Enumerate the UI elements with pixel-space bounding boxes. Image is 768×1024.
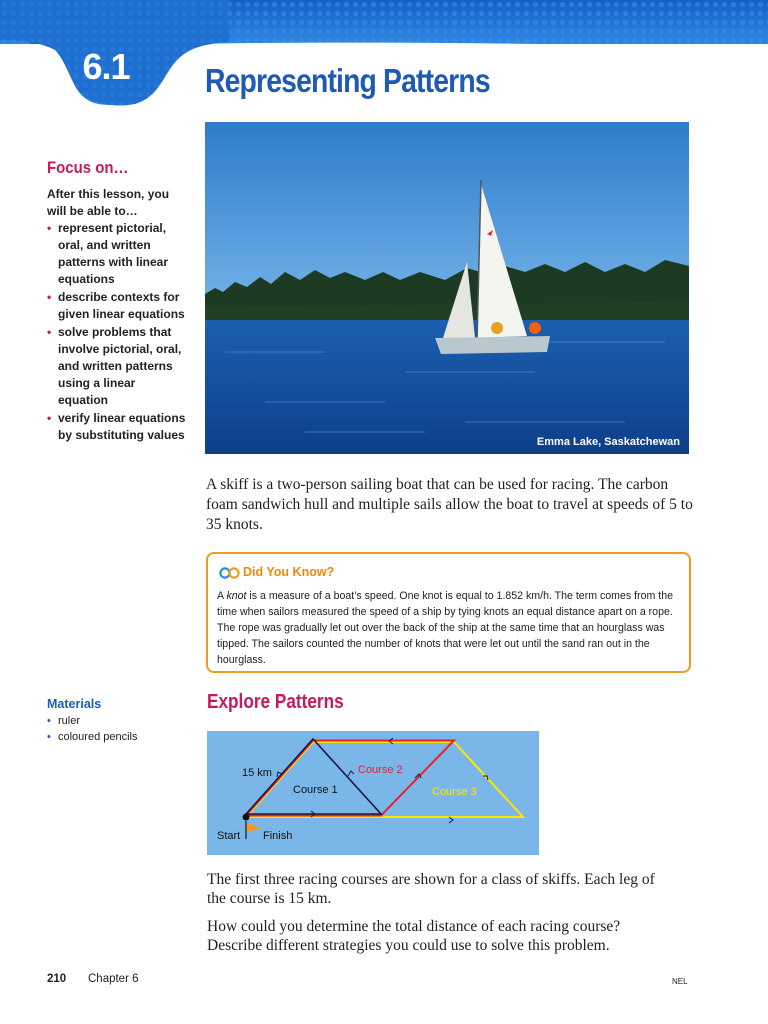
did-you-know-title: Did You Know? [243, 565, 335, 579]
linked-rings-icon [218, 567, 242, 579]
did-you-know-box [206, 552, 691, 673]
materials-item: • coloured pencils [47, 729, 138, 745]
dyk-text-start: A [217, 590, 227, 602]
page-title: Representing Patterns [205, 62, 490, 99]
start-label: Start [217, 830, 241, 842]
did-you-know-text [217, 588, 683, 668]
course2-label: Course 2 [358, 764, 403, 776]
course1-label: Course 1 [293, 784, 338, 796]
focus-item: • solve problems that involve pictorial, oral, and written patterns using a linear equation [47, 324, 187, 409]
dyk-text-rest: is a measure of a boat’s speed. One knot is equal to 1.852 km/h. The term comes from the time when sailors measured the speed of a ship by tying knots an equal distance apart on a rope. The rope was gradually let out over the back of the ship at the same time that an hourglass was tipped. The sailors counted the number of knots that were let out until the sand ran out in the hourglass. [217, 590, 673, 666]
finish-label: Finish [263, 830, 293, 842]
materials-title: Materials [47, 697, 102, 711]
focus-title: Focus on… [47, 158, 129, 177]
course3-label: Course 3 [432, 786, 477, 798]
chapter-label: Chapter 6 [88, 973, 139, 985]
focus-list [47, 220, 187, 445]
explore-paragraph-2: How could you determine the total distance of each racing course? Describe different strategies you could use to solve this problem. [207, 918, 621, 954]
photo-caption: Emma Lake, Saskatchewan [536, 436, 680, 448]
publisher-label: NEL [672, 977, 688, 986]
start-point [243, 814, 250, 821]
intro-paragraph: A skiff is a two-person sailing boat that can be used for racing. The carbon foam sandwich hull and multiple sails allow the boat to travel at speeds of 5 to 35 knots. [206, 476, 693, 533]
leg-length-label: 15 km [242, 767, 272, 779]
explore-paragraph-1: The first three racing courses are shown for a class of skiffs. Each leg of the course is 15 km. [207, 871, 655, 907]
focus-item: • verify linear equations by substituting values [47, 410, 187, 444]
focus-item: • describe contexts for given linear equations [47, 289, 187, 323]
section-number: 6.1 [82, 46, 130, 87]
materials-list [47, 713, 138, 745]
sailboat-photo [205, 122, 689, 454]
sailboat-illustration [205, 122, 689, 454]
page-number: 210 [47, 973, 67, 985]
racing-course-diagram [207, 731, 539, 855]
explore-title: Explore Patterns [207, 691, 344, 713]
dyk-term: knot [226, 590, 247, 602]
focus-item: • represent pictorial, oral, and written patterns with linear equations [47, 220, 187, 288]
materials-item: • ruler [47, 713, 138, 729]
diagram-background [207, 731, 539, 855]
focus-intro: After this lesson, you will be able to… [47, 187, 170, 218]
